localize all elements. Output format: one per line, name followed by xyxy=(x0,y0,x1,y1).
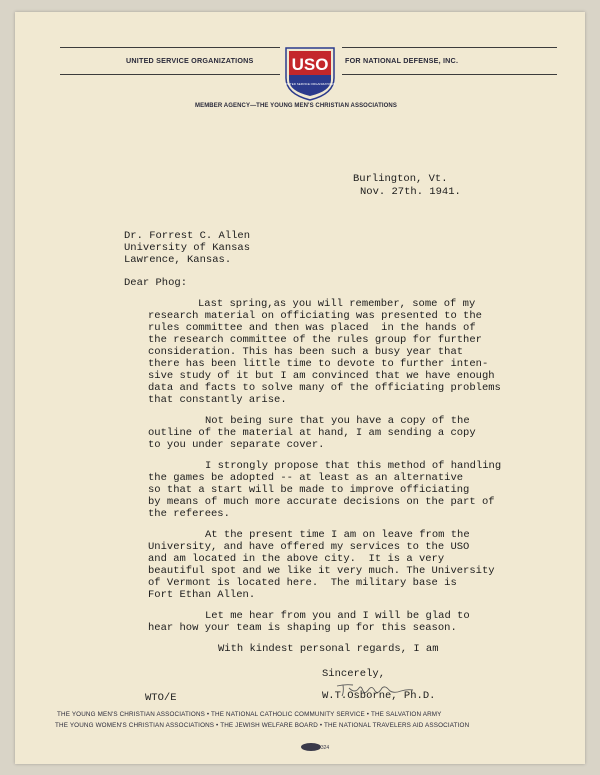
uso-logo-text: USO xyxy=(291,55,329,74)
letterhead-left-text: UNITED SERVICE ORGANIZATIONS xyxy=(126,56,254,65)
letter-place: Burlington, Vt. xyxy=(353,173,448,185)
body-line: Last spring,as you will remember, some of my xyxy=(198,298,476,310)
body-line: by means of much more accurate decisions on the part of xyxy=(148,496,495,508)
uso-logo-ring-text: UNITED SERVICE ORGANIZATIONS xyxy=(284,82,336,86)
closing-regards: With kindest personal regards, I am xyxy=(218,643,439,655)
body-line: and am located in the above city. It is a very xyxy=(148,553,445,565)
recipient-line-2: University of Kansas xyxy=(124,242,251,254)
body-line: outline of the material at hand, I am sending a copy xyxy=(148,427,476,439)
body-line: At the present time I am on leave from the xyxy=(205,529,470,541)
body-line: research material on officiating was presented to the xyxy=(148,310,482,322)
union-label-number: 324 xyxy=(320,745,330,751)
letter-page xyxy=(15,12,585,764)
body-line: that constantly arise. xyxy=(148,394,287,406)
letter-date: Nov. 27th. 1941. xyxy=(360,186,461,198)
body-line: University, and have offered my services to the USO xyxy=(148,541,470,553)
body-line: the games be adopted -- at least as an alternative xyxy=(148,472,464,484)
body-line: the research committee of the rules group for further xyxy=(148,334,482,346)
body-line: so that a start will be made to improve officiating xyxy=(148,484,470,496)
letterhead-rule-top-right xyxy=(342,47,557,48)
closing: Sincerely, xyxy=(322,668,386,680)
body-line: consideration. This has been such a busy year that xyxy=(148,346,464,358)
letterhead-right-text: FOR NATIONAL DEFENSE, INC. xyxy=(345,56,459,65)
body-line: I strongly propose that this method of handling xyxy=(205,460,502,472)
body-line: hear how your team is shaping up for this season. xyxy=(148,622,457,634)
body-line: Let me hear from you and I will be glad to xyxy=(205,610,470,622)
body-line: rules committee and then was placed in the hands of xyxy=(148,322,476,334)
body-line: Fort Ethan Allen. xyxy=(148,589,256,601)
body-line: data and facts to solve many of the officiating problems xyxy=(148,382,501,394)
footer-line-1: THE YOUNG MEN'S CHRISTIAN ASSOCIATIONS • THE NATIONAL CATHOLIC COMMUNITY SERVICE • THE SALVATION ARMY xyxy=(57,711,442,718)
body-line: sive study of it but I am convinced that we have enough xyxy=(148,370,495,382)
footer-line-2: THE YOUNG WOMEN'S CHRISTIAN ASSOCIATIONS • THE JEWISH WELFARE BOARD • THE NATIONAL TRAVELERS AID ASSOCIATION xyxy=(55,722,470,729)
recipient-line-1: Dr. Forrest C. Allen xyxy=(124,230,251,242)
typist-initials: WTO/E xyxy=(145,692,177,704)
union-label-icon xyxy=(300,742,332,752)
member-agency-line: MEMBER AGENCY—THE YOUNG MEN'S CHRISTIAN ASSOCIATIONS xyxy=(195,103,397,109)
body-line: of Vermont is located here. The military base is xyxy=(148,577,457,589)
salutation: Dear Phog: xyxy=(124,277,188,289)
letterhead-rule-bottom-right xyxy=(342,74,557,75)
body-line: there has been little time to devote to further inten- xyxy=(148,358,489,370)
recipient-line-3: Lawrence, Kansas. xyxy=(124,254,232,266)
body-line: Not being sure that you have a copy of the xyxy=(205,415,470,427)
body-line: to you under separate cover. xyxy=(148,439,325,451)
signer-name: W.T.Osborne, Ph.D. xyxy=(322,690,436,702)
letterhead-rule-top-left xyxy=(60,47,280,48)
body-line: beautiful spot and we like it very much. The University xyxy=(148,565,495,577)
uso-logo xyxy=(280,44,340,102)
letterhead-rule-bottom-left xyxy=(60,74,280,75)
body-line: the referees. xyxy=(148,508,230,520)
